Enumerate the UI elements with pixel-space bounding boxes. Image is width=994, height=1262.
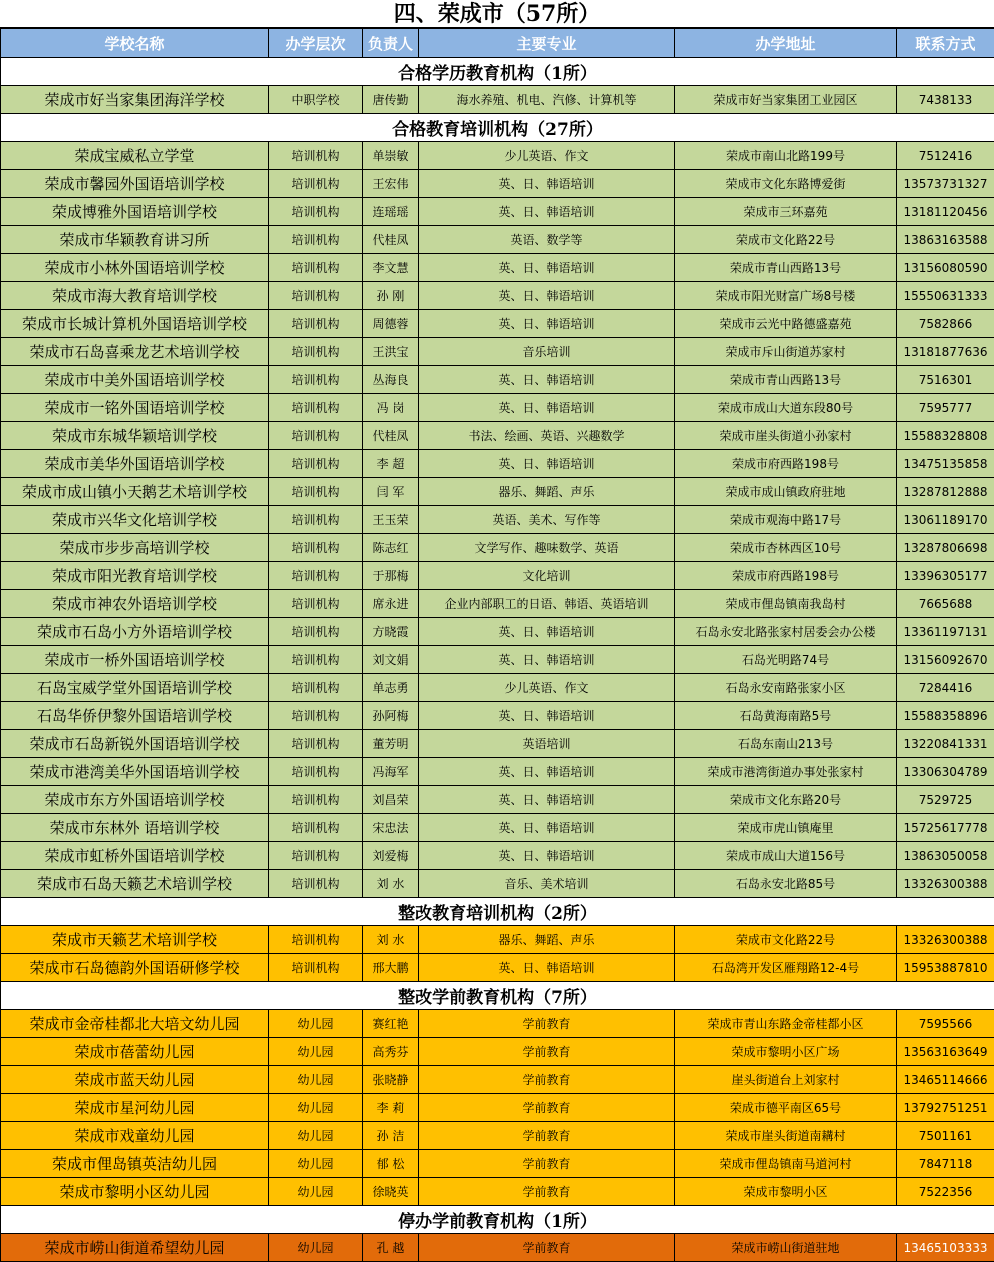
contact-cell: 15953887810 <box>897 954 994 982</box>
principal-cell: 刘昌荣 <box>363 786 419 814</box>
section-heading-row <box>1 114 994 142</box>
majors-cell: 音乐、美术培训 <box>419 870 675 898</box>
principal-cell: 王玉荣 <box>363 506 419 534</box>
contact-cell: 7284416 <box>897 674 994 702</box>
contact-cell: 7529725 <box>897 786 994 814</box>
table-row <box>1 1234 994 1262</box>
contact-cell: 7438133 <box>897 86 994 114</box>
majors-cell: 英、日、韩语培训 <box>419 758 675 786</box>
section-heading: 合格教育培训机构（27所） <box>1 114 994 142</box>
address-cell: 荣成市文化东路博爱街 <box>675 170 897 198</box>
principal-cell: 刘 水 <box>363 926 419 954</box>
school-name-cell: 荣成市戏童幼儿园 <box>1 1122 269 1150</box>
table-row <box>1 282 994 310</box>
contact-cell: 15725617778 <box>897 814 994 842</box>
school-name-cell: 荣成宝威私立学堂 <box>1 142 269 170</box>
school-name-cell: 荣成市长城计算机外国语培训学校 <box>1 310 269 338</box>
level-cell: 培训机构 <box>269 338 363 366</box>
table-row <box>1 562 994 590</box>
contact-cell: 7516301 <box>897 366 994 394</box>
contact-cell: 7595777 <box>897 394 994 422</box>
level-cell: 培训机构 <box>269 786 363 814</box>
contact-cell: 13361197131 <box>897 618 994 646</box>
level-cell: 培训机构 <box>269 562 363 590</box>
school-name-cell: 荣成市东林外 语培训学校 <box>1 814 269 842</box>
contact-cell: 13563163649 <box>897 1038 994 1066</box>
level-cell: 幼儿园 <box>269 1178 363 1206</box>
level-cell: 培训机构 <box>269 590 363 618</box>
majors-cell: 英、日、韩语培训 <box>419 954 675 982</box>
majors-cell: 英、日、韩语培训 <box>419 254 675 282</box>
address-cell: 荣成市杏林西区10号 <box>675 534 897 562</box>
table-row <box>1 142 994 170</box>
address-cell: 石岛永安南路张家小区 <box>675 674 897 702</box>
level-cell: 培训机构 <box>269 674 363 702</box>
section-heading-row <box>1 898 994 926</box>
school-name-cell: 荣成市俚岛镇英洁幼儿园 <box>1 1150 269 1178</box>
address-cell: 荣成市文化东路20号 <box>675 786 897 814</box>
level-cell: 中职学校 <box>269 86 363 114</box>
principal-cell: 陈志红 <box>363 534 419 562</box>
school-name-cell: 荣成市美华外国语培训学校 <box>1 450 269 478</box>
address-cell: 荣成市青山东路金帝桂都小区 <box>675 1010 897 1038</box>
address-cell: 崖头街道台上刘家村 <box>675 1066 897 1094</box>
school-name-cell: 荣成市一铭外国语培训学校 <box>1 394 269 422</box>
school-name-cell: 荣成市华颖教育讲习所 <box>1 226 269 254</box>
principal-cell: 代桂凤 <box>363 422 419 450</box>
majors-cell: 学前教育 <box>419 1094 675 1122</box>
address-cell: 荣成市文化路22号 <box>675 926 897 954</box>
address-cell: 荣成市崂山街道驻地 <box>675 1234 897 1262</box>
contact-cell: 13326300388 <box>897 926 994 954</box>
level-cell: 培训机构 <box>269 646 363 674</box>
section-heading: 停办学前教育机构（1所） <box>1 1206 994 1234</box>
majors-cell: 英、日、韩语培训 <box>419 786 675 814</box>
school-table <box>0 28 994 1262</box>
address-cell: 荣成市青山西路13号 <box>675 254 897 282</box>
level-cell: 培训机构 <box>269 142 363 170</box>
school-name-cell: 石岛宝威学堂外国语培训学校 <box>1 674 269 702</box>
table-row <box>1 702 994 730</box>
contact-cell: 13396305177 <box>897 562 994 590</box>
address-cell: 荣成市好当家集团工业园区 <box>675 86 897 114</box>
contact-cell: 13287806698 <box>897 534 994 562</box>
address-cell: 荣成市阳光财富广场8号楼 <box>675 282 897 310</box>
majors-cell: 英、日、韩语培训 <box>419 842 675 870</box>
majors-cell: 英语培训 <box>419 730 675 758</box>
level-cell: 培训机构 <box>269 506 363 534</box>
principal-cell: 孙 洁 <box>363 1122 419 1150</box>
principal-cell: 孙 刚 <box>363 282 419 310</box>
majors-cell: 企业内部职工的日语、韩语、英语培训 <box>419 590 675 618</box>
level-cell: 培训机构 <box>269 870 363 898</box>
address-cell: 荣成市成山大道东段80号 <box>675 394 897 422</box>
address-cell: 荣成市崖头街道小孙家村 <box>675 422 897 450</box>
principal-cell: 冯 岗 <box>363 394 419 422</box>
level-cell: 培训机构 <box>269 394 363 422</box>
contact-cell: 13326300388 <box>897 870 994 898</box>
contact-cell: 7522356 <box>897 1178 994 1206</box>
contact-cell: 7582866 <box>897 310 994 338</box>
principal-cell: 刘 水 <box>363 870 419 898</box>
contact-cell: 13863050058 <box>897 842 994 870</box>
contact-cell: 13465103333 <box>897 1234 994 1262</box>
table-row <box>1 506 994 534</box>
contact-cell: 13863163588 <box>897 226 994 254</box>
contact-cell: 13220841331 <box>897 730 994 758</box>
majors-cell: 英、日、韩语培训 <box>419 366 675 394</box>
table-row <box>1 954 994 982</box>
majors-cell: 英、日、韩语培训 <box>419 198 675 226</box>
principal-cell: 赛红艳 <box>363 1010 419 1038</box>
level-cell: 培训机构 <box>269 926 363 954</box>
address-cell: 石岛湾开发区雁翔路12-4号 <box>675 954 897 982</box>
principal-cell: 孙阿梅 <box>363 702 419 730</box>
table-row <box>1 646 994 674</box>
school-name-cell: 荣成市成山镇小天鹅艺术培训学校 <box>1 478 269 506</box>
school-name-cell: 荣成博雅外国语培训学校 <box>1 198 269 226</box>
address-cell: 荣成市崖头街道南耩村 <box>675 1122 897 1150</box>
table-row <box>1 1038 994 1066</box>
principal-cell: 席永进 <box>363 590 419 618</box>
table-row <box>1 366 994 394</box>
address-cell: 荣成市俚岛镇南马道河村 <box>675 1150 897 1178</box>
principal-cell: 李文慧 <box>363 254 419 282</box>
level-cell: 培训机构 <box>269 842 363 870</box>
address-cell: 荣成市成山大道156号 <box>675 842 897 870</box>
school-name-cell: 荣成市天籁艺术培训学校 <box>1 926 269 954</box>
majors-cell: 海水养殖、机电、汽修、计算机等 <box>419 86 675 114</box>
level-cell: 培训机构 <box>269 366 363 394</box>
level-cell: 幼儿园 <box>269 1150 363 1178</box>
majors-cell: 英语、数学等 <box>419 226 675 254</box>
majors-cell: 文化培训 <box>419 562 675 590</box>
section-heading-row <box>1 1206 994 1234</box>
principal-cell: 闫 军 <box>363 478 419 506</box>
table-row <box>1 618 994 646</box>
principal-cell: 单志勇 <box>363 674 419 702</box>
level-cell: 培训机构 <box>269 450 363 478</box>
contact-cell: 7595566 <box>897 1010 994 1038</box>
level-cell: 培训机构 <box>269 422 363 450</box>
address-cell: 荣成市成山镇政府驻地 <box>675 478 897 506</box>
table-row <box>1 450 994 478</box>
address-cell: 石岛永安北路85号 <box>675 870 897 898</box>
header-majors: 主要专业 <box>419 29 675 58</box>
address-cell: 石岛永安北路张家村居委会办公楼 <box>675 618 897 646</box>
contact-cell: 13287812888 <box>897 478 994 506</box>
school-name-cell: 荣成市神农外语培训学校 <box>1 590 269 618</box>
contact-cell: 13465114666 <box>897 1066 994 1094</box>
school-name-cell: 石岛华侨伊黎外国语培训学校 <box>1 702 269 730</box>
level-cell: 培训机构 <box>269 282 363 310</box>
level-cell: 培训机构 <box>269 226 363 254</box>
majors-cell: 英、日、韩语培训 <box>419 170 675 198</box>
table-row <box>1 1010 994 1038</box>
section-heading-row <box>1 58 994 86</box>
contact-cell: 13156080590 <box>897 254 994 282</box>
principal-cell: 王宏伟 <box>363 170 419 198</box>
address-cell: 石岛黄海南路5号 <box>675 702 897 730</box>
table-row <box>1 254 994 282</box>
school-name-cell: 荣成市东城华颖培训学校 <box>1 422 269 450</box>
school-name-cell: 荣成市蓓蕾幼儿园 <box>1 1038 269 1066</box>
level-cell: 幼儿园 <box>269 1038 363 1066</box>
contact-cell: 15550631333 <box>897 282 994 310</box>
header-row <box>1 29 994 58</box>
level-cell: 幼儿园 <box>269 1066 363 1094</box>
level-cell: 培训机构 <box>269 254 363 282</box>
address-cell: 荣成市云光中路德盛嘉苑 <box>675 310 897 338</box>
level-cell: 培训机构 <box>269 310 363 338</box>
principal-cell: 冯海军 <box>363 758 419 786</box>
level-cell: 培训机构 <box>269 954 363 982</box>
level-cell: 培训机构 <box>269 730 363 758</box>
contact-cell: 13156092670 <box>897 646 994 674</box>
school-name-cell: 荣成市中美外国语培训学校 <box>1 366 269 394</box>
principal-cell: 单崇敏 <box>363 142 419 170</box>
table-row <box>1 814 994 842</box>
address-cell: 荣成市虎山镇庵里 <box>675 814 897 842</box>
contact-cell: 7512416 <box>897 142 994 170</box>
majors-cell: 器乐、舞蹈、声乐 <box>419 478 675 506</box>
section-heading: 合格学历教育机构（1所） <box>1 58 994 86</box>
table-row <box>1 1066 994 1094</box>
table-row <box>1 786 994 814</box>
table-row <box>1 926 994 954</box>
level-cell: 幼儿园 <box>269 1010 363 1038</box>
principal-cell: 宋忠法 <box>363 814 419 842</box>
table-row <box>1 1122 994 1150</box>
address-cell: 荣成市俚岛镇南我岛村 <box>675 590 897 618</box>
principal-cell: 张晓静 <box>363 1066 419 1094</box>
school-name-cell: 荣成市石岛小方外语培训学校 <box>1 618 269 646</box>
principal-cell: 李 莉 <box>363 1094 419 1122</box>
school-name-cell: 荣成市蓝天幼儿园 <box>1 1066 269 1094</box>
majors-cell: 英语、美术、写作等 <box>419 506 675 534</box>
table-row <box>1 226 994 254</box>
table-row <box>1 870 994 898</box>
address-cell: 荣成市南山北路199号 <box>675 142 897 170</box>
contact-cell: 15588328808 <box>897 422 994 450</box>
level-cell: 培训机构 <box>269 814 363 842</box>
address-cell: 荣成市府西路198号 <box>675 450 897 478</box>
school-name-cell: 荣成市崂山街道希望幼儿园 <box>1 1234 269 1262</box>
contact-cell: 13061189170 <box>897 506 994 534</box>
contact-cell: 13792751251 <box>897 1094 994 1122</box>
majors-cell: 文学写作、趣味数学、英语 <box>419 534 675 562</box>
majors-cell: 英、日、韩语培训 <box>419 394 675 422</box>
table-body <box>1 58 994 1262</box>
school-name-cell: 荣成市石岛喜乘龙艺术培训学校 <box>1 338 269 366</box>
school-name-cell: 荣成市馨园外国语培训学校 <box>1 170 269 198</box>
table-row <box>1 1094 994 1122</box>
school-name-cell: 荣成市虹桥外国语培训学校 <box>1 842 269 870</box>
table-row <box>1 842 994 870</box>
school-name-cell: 荣成市一桥外国语培训学校 <box>1 646 269 674</box>
level-cell: 培训机构 <box>269 534 363 562</box>
school-name-cell: 荣成市步步高培训学校 <box>1 534 269 562</box>
address-cell: 荣成市府西路198号 <box>675 562 897 590</box>
address-cell: 石岛东南山213号 <box>675 730 897 758</box>
majors-cell: 学前教育 <box>419 1150 675 1178</box>
majors-cell: 书法、绘画、英语、兴趣数学 <box>419 422 675 450</box>
header-contact: 联系方式 <box>897 29 994 58</box>
principal-cell: 董芳明 <box>363 730 419 758</box>
school-name-cell: 荣成市石岛德韵外国语研修学校 <box>1 954 269 982</box>
contact-cell: 13181877636 <box>897 338 994 366</box>
majors-cell: 学前教育 <box>419 1178 675 1206</box>
header-address: 办学地址 <box>675 29 897 58</box>
majors-cell: 学前教育 <box>419 1038 675 1066</box>
school-name-cell: 荣成市星河幼儿园 <box>1 1094 269 1122</box>
principal-cell: 刘爱梅 <box>363 842 419 870</box>
majors-cell: 学前教育 <box>419 1234 675 1262</box>
contact-cell: 13181120456 <box>897 198 994 226</box>
section-heading: 整改学前教育机构（7所） <box>1 982 994 1010</box>
majors-cell: 英、日、韩语培训 <box>419 310 675 338</box>
school-name-cell: 荣成市阳光教育培训学校 <box>1 562 269 590</box>
school-name-cell: 荣成市黎明小区幼儿园 <box>1 1178 269 1206</box>
address-cell: 荣成市观海中路17号 <box>675 506 897 534</box>
address-cell: 荣成市三环嘉苑 <box>675 198 897 226</box>
table-row <box>1 394 994 422</box>
section-heading: 整改教育培训机构（2所） <box>1 898 994 926</box>
page-title: 四、荣成市（57所） <box>0 0 994 28</box>
principal-cell: 邢大鹏 <box>363 954 419 982</box>
school-name-cell: 荣成市东方外国语培训学校 <box>1 786 269 814</box>
table-row <box>1 1150 994 1178</box>
principal-cell: 于那梅 <box>363 562 419 590</box>
address-cell: 荣成市文化路22号 <box>675 226 897 254</box>
majors-cell: 少儿英语、作文 <box>419 674 675 702</box>
level-cell: 幼儿园 <box>269 1122 363 1150</box>
level-cell: 培训机构 <box>269 478 363 506</box>
level-cell: 幼儿园 <box>269 1234 363 1262</box>
address-cell: 荣成市港湾街道办事处张家村 <box>675 758 897 786</box>
principal-cell: 孔 越 <box>363 1234 419 1262</box>
principal-cell: 代桂凤 <box>363 226 419 254</box>
majors-cell: 英、日、韩语培训 <box>419 814 675 842</box>
table-row <box>1 590 994 618</box>
principal-cell: 徐晓英 <box>363 1178 419 1206</box>
address-cell: 荣成市黎明小区广场 <box>675 1038 897 1066</box>
level-cell: 培训机构 <box>269 198 363 226</box>
school-name-cell: 荣成市港湾美华外国语培训学校 <box>1 758 269 786</box>
principal-cell: 周德蓉 <box>363 310 419 338</box>
principal-cell: 连瑶瑶 <box>363 198 419 226</box>
table-row <box>1 86 994 114</box>
contact-cell: 13475135858 <box>897 450 994 478</box>
section-heading-row <box>1 982 994 1010</box>
majors-cell: 学前教育 <box>419 1066 675 1094</box>
address-cell: 荣成市德平南区65号 <box>675 1094 897 1122</box>
principal-cell: 郁 松 <box>363 1150 419 1178</box>
contact-cell: 7501161 <box>897 1122 994 1150</box>
level-cell: 培训机构 <box>269 618 363 646</box>
header-level: 办学层次 <box>269 29 363 58</box>
contact-cell: 7847118 <box>897 1150 994 1178</box>
principal-cell: 高秀芬 <box>363 1038 419 1066</box>
level-cell: 培训机构 <box>269 170 363 198</box>
level-cell: 培训机构 <box>269 702 363 730</box>
address-cell: 荣成市黎明小区 <box>675 1178 897 1206</box>
contact-cell: 13306304789 <box>897 758 994 786</box>
majors-cell: 英、日、韩语培训 <box>419 702 675 730</box>
level-cell: 培训机构 <box>269 758 363 786</box>
majors-cell: 学前教育 <box>419 1122 675 1150</box>
principal-cell: 方晓霞 <box>363 618 419 646</box>
principal-cell: 丛海良 <box>363 366 419 394</box>
majors-cell: 英、日、韩语培训 <box>419 646 675 674</box>
contact-cell: 7665688 <box>897 590 994 618</box>
school-name-cell: 荣成市小林外国语培训学校 <box>1 254 269 282</box>
table-row <box>1 170 994 198</box>
majors-cell: 音乐培训 <box>419 338 675 366</box>
table-row <box>1 534 994 562</box>
table-row <box>1 478 994 506</box>
principal-cell: 刘文娟 <box>363 646 419 674</box>
majors-cell: 英、日、韩语培训 <box>419 282 675 310</box>
school-name-cell: 荣成市好当家集团海洋学校 <box>1 86 269 114</box>
table-row <box>1 758 994 786</box>
table-row <box>1 338 994 366</box>
principal-cell: 李 超 <box>363 450 419 478</box>
header-school-name: 学校名称 <box>1 29 269 58</box>
contact-cell: 15588358896 <box>897 702 994 730</box>
majors-cell: 英、日、韩语培训 <box>419 618 675 646</box>
majors-cell: 学前教育 <box>419 1010 675 1038</box>
majors-cell: 少儿英语、作文 <box>419 142 675 170</box>
school-name-cell: 荣成市兴华文化培训学校 <box>1 506 269 534</box>
table-row <box>1 422 994 450</box>
school-name-cell: 荣成市石岛新锐外国语培训学校 <box>1 730 269 758</box>
majors-cell: 英、日、韩语培训 <box>419 450 675 478</box>
table-row <box>1 730 994 758</box>
principal-cell: 王洪宝 <box>363 338 419 366</box>
header-principal: 负责人 <box>363 29 419 58</box>
table-row <box>1 674 994 702</box>
school-name-cell: 荣成市海大教育培训学校 <box>1 282 269 310</box>
school-name-cell: 荣成市金帝桂都北大培文幼儿园 <box>1 1010 269 1038</box>
table-row <box>1 1178 994 1206</box>
address-cell: 石岛光明路74号 <box>675 646 897 674</box>
table-row <box>1 310 994 338</box>
majors-cell: 器乐、舞蹈、声乐 <box>419 926 675 954</box>
table-row <box>1 198 994 226</box>
principal-cell: 唐传勤 <box>363 86 419 114</box>
contact-cell: 13573731327 <box>897 170 994 198</box>
address-cell: 荣成市青山西路13号 <box>675 366 897 394</box>
school-name-cell: 荣成市石岛天籁艺术培训学校 <box>1 870 269 898</box>
address-cell: 荣成市斥山街道苏家村 <box>675 338 897 366</box>
level-cell: 幼儿园 <box>269 1094 363 1122</box>
